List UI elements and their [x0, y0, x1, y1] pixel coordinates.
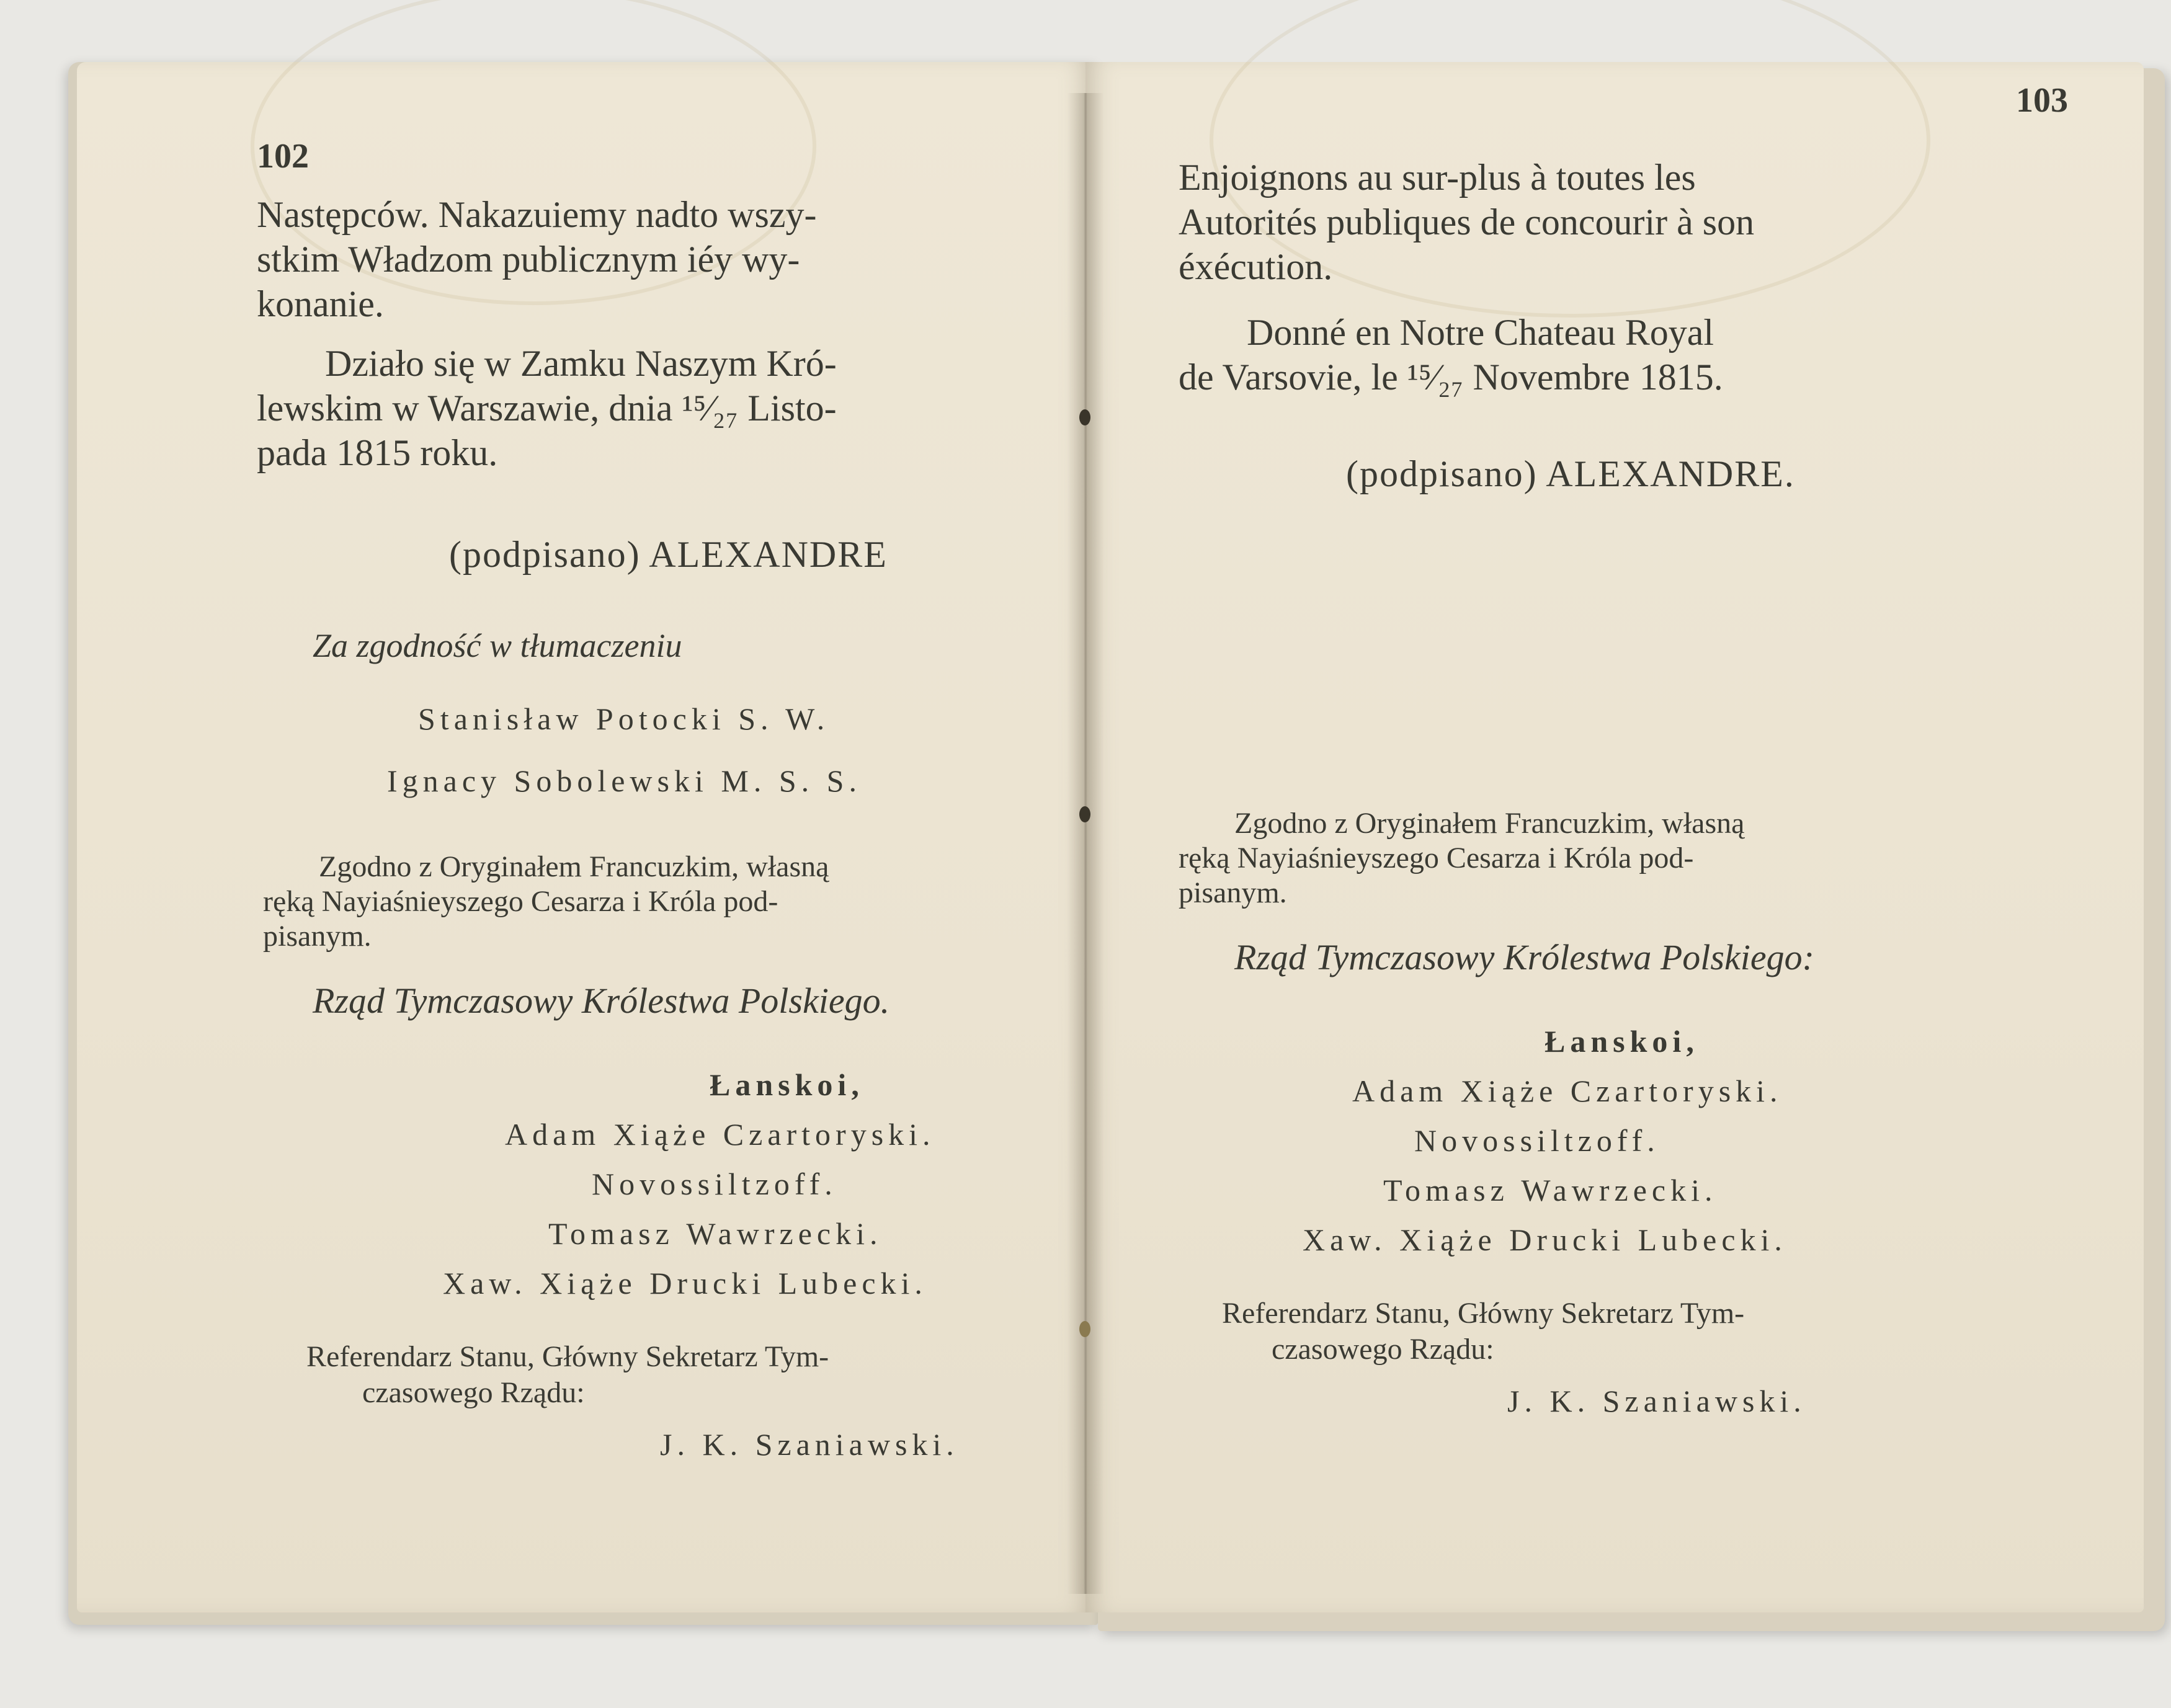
conformity-line-3: pisanym.: [263, 920, 372, 953]
translator-potocki: Stanisław Potocki S. W.: [418, 701, 830, 736]
conformity-line-1: Zgodno z Oryginałem Francuzkim, własną: [319, 850, 829, 883]
open-book: [68, 62, 2097, 1625]
paragraph-1-line-3: éxécution.: [1179, 246, 1333, 287]
paragraph-2-line-3: pada 1815 roku.: [257, 432, 498, 473]
name-novossiltzoff: Novossiltzoff.: [1414, 1123, 1660, 1158]
paragraph-2-line-2: de Varsovie, le ¹⁵⁄₂₇ Novembre 1815.: [1179, 357, 1723, 398]
binding-stitch: [1079, 1321, 1090, 1337]
secretary-name: J. K. Szaniawski.: [660, 1427, 959, 1462]
paragraph-1-line-2: Autorités publiques de concourir à son: [1179, 202, 1755, 242]
page-number-102: 102: [257, 137, 309, 176]
secretary-line-2: czasowego Rządu:: [362, 1376, 585, 1409]
translation-note: Za zgodność w tłumaczeniu: [313, 627, 682, 664]
government-title: Rząd Tymczasowy Królestwa Polskiego:: [1234, 937, 1814, 977]
secretary-line-1: Referendarz Stanu, Główny Sekretarz Tym-: [306, 1340, 829, 1373]
name-lubecki: Xaw. Xiąże Drucki Lubecki.: [443, 1266, 927, 1301]
conformity-line-3: pisanym.: [1179, 876, 1287, 909]
paragraph-2-line-2: lewskim w Warszawie, dnia ¹⁵⁄₂₇ Listo-: [257, 388, 837, 429]
signature-alexandre: (podpisano) ALEXANDRE.: [1346, 453, 1795, 494]
binding-stitch: [1079, 806, 1090, 822]
book-gutter: [1067, 93, 1104, 1594]
paragraph-2-line-1: Donné en Notre Chateau Royal: [1247, 312, 1714, 353]
paragraph-1-line-3: konanie.: [257, 283, 384, 324]
paragraph-1-line-2: stkim Władzom publicznym iéy wy-: [257, 239, 800, 280]
name-wawrzecki: Tomasz Wawrzecki.: [548, 1216, 883, 1251]
name-lanskoi: Łanskoi,: [710, 1067, 864, 1102]
government-title: Rząd Tymczasowy Królestwa Polskiego.: [313, 981, 890, 1021]
name-czartoryski: Adam Xiąże Czartoryski.: [505, 1117, 935, 1152]
conformity-line-2: ręką Nayiaśnieyszego Cesarza i Króla pod-: [263, 885, 778, 918]
paragraph-2-line-1: Działo się w Zamku Naszym Kró-: [325, 343, 837, 384]
conformity-line-1: Zgodno z Oryginałem Francuzkim, własną: [1234, 807, 1745, 840]
right-page: [1086, 62, 2144, 1612]
signature-alexandre: (podpisano) ALEXANDRE: [449, 534, 888, 575]
name-wawrzecki: Tomasz Wawrzecki.: [1383, 1173, 1718, 1208]
secretary-line-2: czasowego Rządu:: [1272, 1333, 1494, 1366]
binding-stitch: [1079, 409, 1090, 425]
conformity-line-2: ręką Nayiaśnieyszego Cesarza i Króla pod-: [1179, 842, 1694, 874]
secretary-name: J. K. Szaniawski.: [1507, 1384, 1806, 1418]
paragraph-1-line-1: Następców. Nakazuiemy nadto wszy-: [257, 194, 817, 235]
secretary-line-1: Referendarz Stanu, Główny Sekretarz Tym-: [1222, 1297, 1745, 1330]
translator-sobolewski: Ignacy Sobolewski M. S. S.: [387, 763, 862, 798]
name-lubecki: Xaw. Xiąże Drucki Lubecki.: [1303, 1222, 1787, 1257]
name-novossiltzoff: Novossiltzoff.: [592, 1167, 837, 1201]
name-lanskoi: Łanskoi,: [1545, 1024, 1699, 1059]
page-number-103: 103: [2016, 81, 2068, 120]
name-czartoryski: Adam Xiąże Czartoryski.: [1352, 1074, 1783, 1108]
paragraph-1-line-1: Enjoignons au sur-plus à toutes les: [1179, 157, 1696, 198]
left-page: [77, 62, 1092, 1612]
